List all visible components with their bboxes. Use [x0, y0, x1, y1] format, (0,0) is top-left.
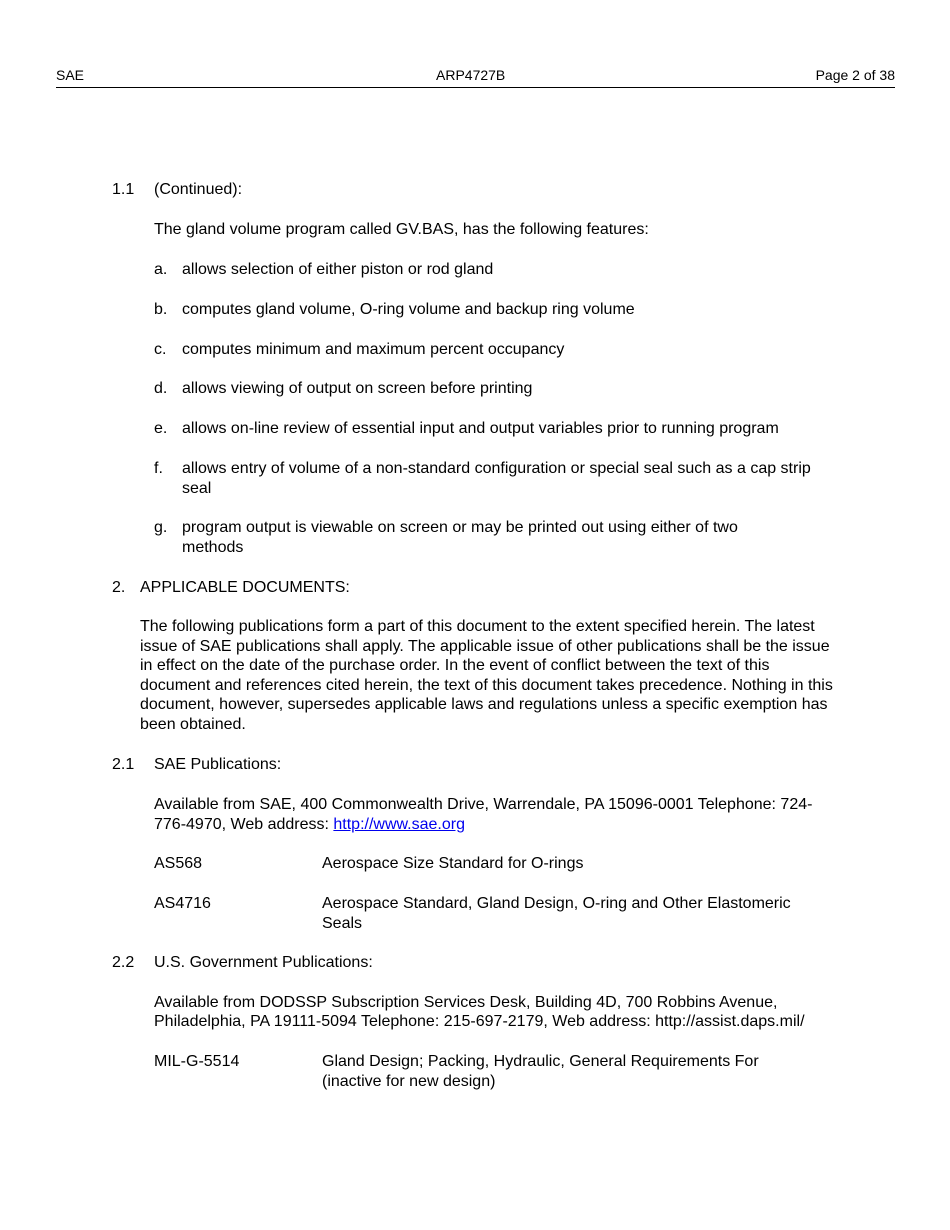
availability-text: Available from SAE, 400 Commonwealth Drive, Warrendale, PA 15096-0001 Telephone: 724-776-4970, Web address:	[154, 796, 813, 833]
list-item-text: allows on-line review of essential input and output variables prior to running program	[182, 420, 779, 437]
list-item-letter: g.	[154, 519, 168, 536]
list-item-text: allows viewing of output on screen before printing	[182, 380, 533, 397]
list-item-letter: b.	[154, 301, 168, 318]
header-divider	[56, 87, 895, 88]
header-page-number: Page 2 of 38	[815, 67, 895, 83]
header-org: SAE	[56, 67, 85, 83]
section-2-2-title: U.S. Government Publications:	[154, 954, 373, 971]
list-item-letter: c.	[154, 341, 167, 358]
doc-code: AS568	[154, 855, 203, 872]
section-2-body: The following publications form a part of this document to the extent specified herein. The latest issue of SAE publications shall apply. The applicable issue of other publications shall be the issue in effect on the date of the purchase order. In the event of conflict between the text of this document and references cited herein, the text of this document takes precedence. Nothing in this document, however, supersedes applicable laws and regulations unless a specific exemption has been obtained.	[140, 618, 833, 733]
section-1-1-number: 1.1	[112, 181, 135, 198]
list-item-text: allows entry of volume of a non-standard configuration or special seal such as a cap strip seal	[182, 460, 811, 497]
list-item-letter: d.	[154, 380, 168, 397]
header-doc-number: ARP4727B	[436, 67, 506, 83]
sae-website-link[interactable]: http://www.sae.org	[333, 815, 465, 833]
section-2-1-availability	[154, 795, 834, 834]
section-2-2-number: 2.2	[112, 954, 135, 971]
list-item-text: program output is viewable on screen or may be printed out using either of two methods	[182, 519, 738, 556]
section-1-1-title: (Continued):	[154, 181, 243, 198]
list-item-text: allows selection of either piston or rod gland	[182, 261, 494, 278]
section-2-1-number: 2.1	[112, 756, 135, 773]
list-item-letter: a.	[154, 261, 168, 278]
section-2-1-title: SAE Publications:	[154, 756, 282, 773]
doc-description: Aerospace Standard, Gland Design, O-ring and Other Elastomeric Seals	[322, 895, 791, 932]
section-2-number: 2.	[112, 579, 126, 596]
list-item-text: computes minimum and maximum percent occupancy	[182, 341, 565, 358]
section-2-2-availability-line-1: Available from DODSSP Subscription Services Desk, Building 4D, 700 Robbins Avenue,	[154, 994, 778, 1011]
section-1-1-intro: The gland volume program called GV.BAS, has the following features:	[154, 221, 649, 238]
list-item-letter: f.	[154, 460, 163, 477]
list-item-letter: e.	[154, 420, 168, 437]
doc-description: Aerospace Size Standard for O-rings	[322, 855, 584, 872]
doc-description: Gland Design; Packing, Hydraulic, General Requirements For (inactive for new design)	[322, 1053, 759, 1090]
list-item-text: computes gland volume, O-ring volume and backup ring volume	[182, 301, 635, 318]
doc-code: MIL-G-5514	[154, 1053, 240, 1070]
section-2-title: APPLICABLE DOCUMENTS:	[140, 579, 350, 596]
doc-code: AS4716	[154, 895, 211, 912]
section-2-2-availability-line-2: Philadelphia, PA 19111-5094 Telephone: 215-697-2179, Web address: http://assist.daps.mil/	[154, 1013, 805, 1030]
